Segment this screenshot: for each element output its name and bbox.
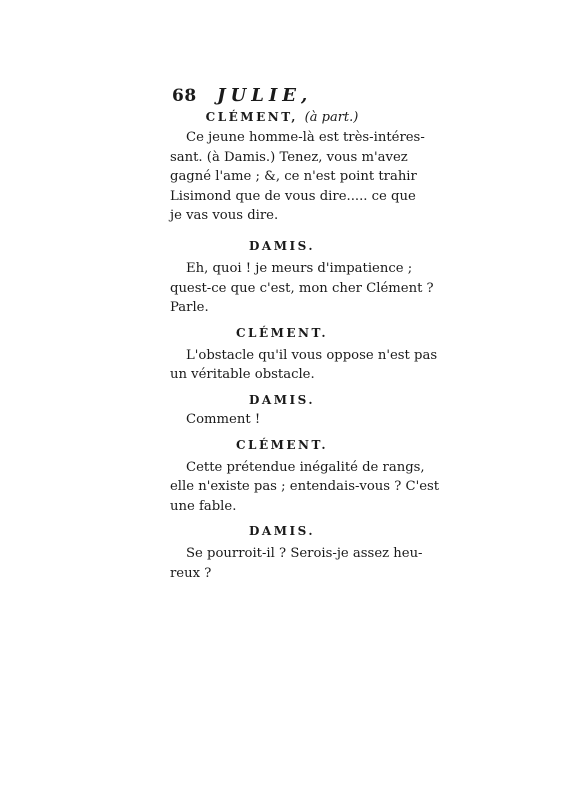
speaker-name: CLÉMENT. — [235, 325, 329, 340]
speech-line: Lisimond que de vous dire..... ce que — [170, 188, 416, 204]
speaker-name: DAMIS. — [248, 238, 316, 253]
running-head — [172, 86, 372, 108]
speech-line: une fable. — [170, 498, 237, 514]
speech — [170, 128, 425, 226]
stage-direction: (à part.) — [304, 110, 359, 125]
speaker-heading — [170, 323, 394, 343]
speech-line: Ce jeune homme-là est très-intéres- — [186, 130, 425, 145]
speech — [170, 346, 438, 385]
speaker-heading — [170, 435, 394, 455]
speech-line: un véritable obstacle. — [170, 367, 315, 383]
speech-line: elle n'existe pas ; entendais-vous ? C'est — [170, 479, 440, 495]
speech-line: je vas vous dire. — [170, 208, 279, 224]
speech-line: Eh, quoi ! je meurs d'impatience ; — [186, 260, 413, 276]
speaker-heading — [170, 236, 394, 256]
speaker-name: CLÉMENT, — [205, 110, 298, 124]
speaker-heading — [170, 107, 394, 128]
running-title: JULIE, — [217, 85, 313, 106]
speech-line: Se pourroit-il ? Serois-je assez heu- — [186, 546, 423, 562]
speech — [170, 259, 434, 318]
speech-line: sant. (à Damis.) Tenez, vous m'avez — [170, 149, 408, 165]
speaker-name: CLÉMENT. — [235, 437, 329, 452]
speech-line: Parle. — [170, 300, 209, 316]
speaker-name: DAMIS. — [248, 392, 316, 407]
speech-line: L'obstacle qu'il vous oppose n'est pas — [186, 347, 438, 363]
speech-line: Comment ! — [186, 411, 261, 427]
speech — [170, 410, 394, 430]
speech-line: quest-ce que c'est, mon cher Clément ? — [170, 280, 434, 296]
speaker-heading — [170, 390, 394, 410]
play-text — [170, 107, 440, 584]
speaker-name: DAMIS. — [248, 524, 316, 539]
speech — [170, 544, 423, 583]
speech-line: gagné l'ame ; &, ce n'est point trahir — [170, 169, 417, 185]
speech-line: reux ? — [170, 565, 212, 581]
page-number: 68 — [172, 86, 197, 106]
speaker-heading — [170, 521, 394, 541]
speech-line: Cette prétendue inégalité de rangs, — [186, 459, 425, 475]
speech — [170, 458, 440, 517]
